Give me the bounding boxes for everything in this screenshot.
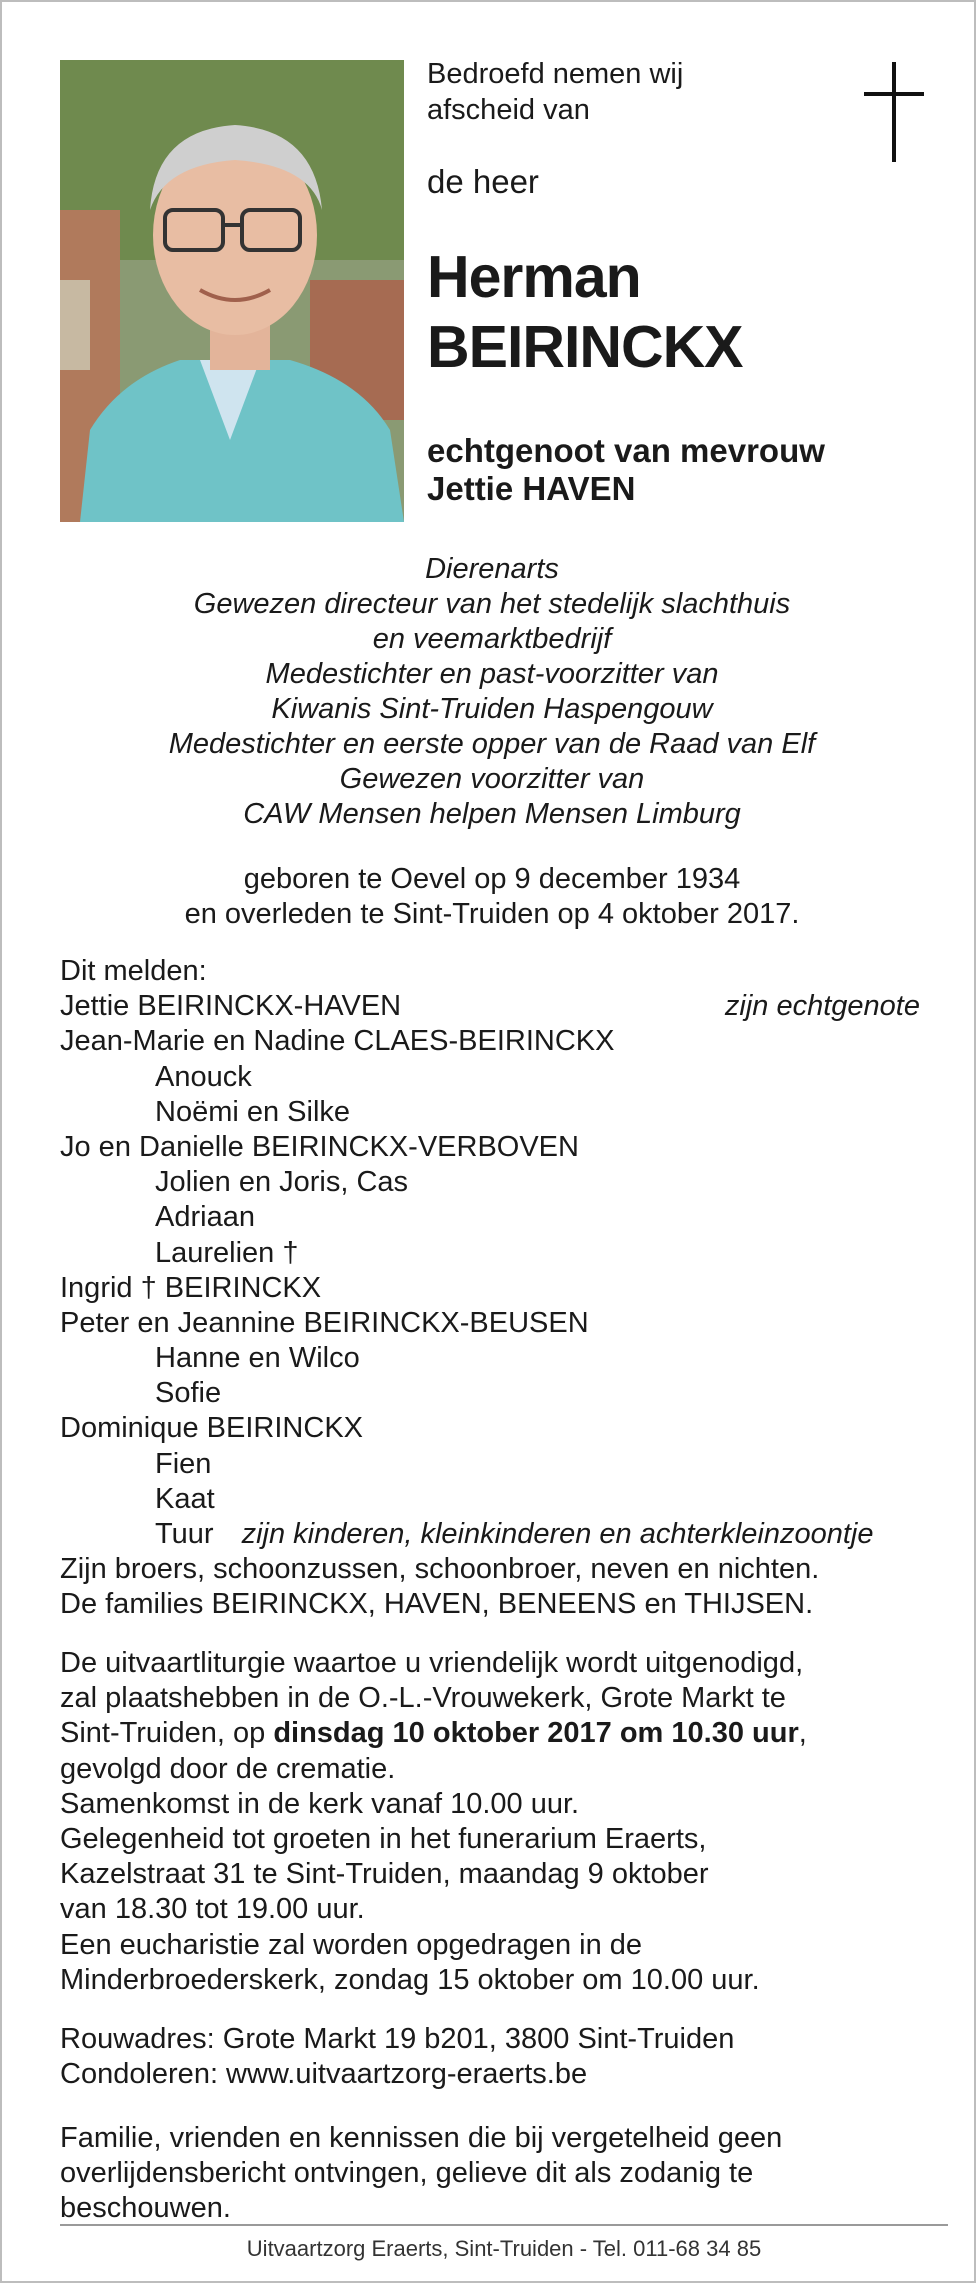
intro-line: afscheid van	[427, 94, 590, 126]
notice-line: Familie, vrienden en kennissen die bij vergetelheid geen	[60, 2122, 783, 2154]
family-row	[60, 1095, 920, 1130]
portrait-photo	[60, 60, 404, 522]
condolence-link[interactable]: Condoleren: www.uitvaartzorg-eraerts.be	[60, 2058, 588, 2091]
family-row	[60, 1200, 920, 1235]
life-dates	[42, 862, 942, 932]
spouse-name: Jettie BEIRINCKX-HAVEN	[60, 990, 402, 1023]
role-line: Kiwanis Sint-Truiden Haspengouw	[271, 693, 713, 725]
spouse-info	[427, 432, 825, 508]
role-line: Gewezen voorzitter van	[339, 763, 645, 795]
family-row	[60, 1552, 920, 1587]
funeral-line: De uitvaartliturgie waartoe u vriendelijk wordt uitgenodigd,	[60, 1647, 804, 1679]
spouse-line: Jettie HAVEN	[427, 470, 636, 507]
grandchild-name: Sofie	[155, 1377, 222, 1410]
death-line: en overleden te Sint-Truiden op 4 oktober 2017.	[184, 898, 800, 930]
family-list	[60, 954, 920, 1623]
deceased-name	[427, 242, 743, 382]
funeral-line: van 18.30 tot 19.00 uur.	[60, 1893, 365, 1926]
family-row	[60, 1482, 920, 1517]
child-name: Dominique BEIRINCKX	[60, 1412, 363, 1445]
siblings-line: Zijn broers, schoonzussen, schoonbroer, neven en nichten.	[60, 1553, 820, 1586]
funeral-line: Minderbroederskerk, zondag 15 oktober om 10.00 uur.	[60, 1963, 760, 1996]
families-line: De families BEIRINCKX, HAVEN, BENEENS en THIJSEN.	[60, 1588, 814, 1621]
role-line: Medestichter en past-voorzitter van	[265, 658, 719, 690]
funeral-line: Een eucharistie zal worden opgedragen in de	[60, 1928, 643, 1961]
grandchild-name: Noëmi en Silke	[155, 1095, 351, 1128]
family-row	[60, 1447, 920, 1482]
footer-divider	[60, 2224, 948, 2226]
family-row	[60, 1271, 920, 1306]
family-row	[60, 1306, 920, 1341]
grandchild-name: Anouck	[155, 1060, 252, 1093]
family-row	[60, 989, 920, 1024]
mourning-address: Rouwadres: Grote Markt 19 b201, 3800 Sint-Truiden	[60, 2023, 735, 2055]
role-line: Dierenarts	[425, 553, 559, 585]
funeral-line-text: ,	[798, 1717, 807, 1750]
child-name: Jo en Danielle BEIRINCKX-VERBOVEN	[60, 1130, 579, 1163]
funeral-line: Samenkomst in de kerk vanaf 10.00 uur.	[60, 1787, 580, 1820]
grandchild-name: Hanne en Wilco	[155, 1342, 360, 1375]
child-name: Jean-Marie en Nadine CLAES-BEIRINCKX	[60, 1025, 615, 1058]
family-intro-text: Dit melden:	[60, 955, 207, 987]
grandchild-name: Laurelien †	[155, 1236, 299, 1269]
grandchild-name: Jolien en Joris, Cas	[155, 1166, 409, 1199]
funeral-line: Kazelstraat 31 te Sint-Truiden, maandag 9 oktober	[60, 1858, 709, 1891]
family-row	[60, 1165, 920, 1200]
family-row	[60, 1024, 920, 1059]
role-line: CAW Mensen helpen Mensen Limburg	[243, 798, 741, 830]
role-line: Gewezen directeur van het stedelijk slachthuis	[193, 588, 791, 620]
grandchild-name: Adriaan	[155, 1201, 255, 1234]
spouse-line: echtgenoot van mevrouw	[427, 432, 825, 469]
children-role: zijn kinderen, kleinkinderen en achterkleinzoontje	[241, 1518, 874, 1550]
footer-text: Uitvaartzorg Eraerts, Sint-Truiden - Tel. 011-68 34 85	[246, 2236, 762, 2261]
family-row	[60, 1411, 920, 1446]
family-row	[60, 1587, 920, 1622]
contact-info	[60, 2022, 734, 2092]
notice-line: overlijdensbericht ontvingen, gelieve dit als zodanig te	[60, 2157, 754, 2190]
child-name: Ingrid † BEIRINCKX	[60, 1271, 322, 1304]
grandchild-name: Fien	[155, 1447, 212, 1480]
honorific: de heer	[427, 163, 539, 200]
funeral-line: Gelegenheid tot groeten in het funerarium Eraerts,	[60, 1823, 707, 1856]
intro-line: Bedroefd nemen wij	[427, 58, 684, 90]
roles-list	[42, 552, 942, 832]
last-name: BEIRINCKX	[427, 314, 743, 380]
role-line: en veemarktbedrijf	[372, 623, 612, 655]
spouse-role: zijn echtgenote	[724, 990, 920, 1023]
family-intro	[60, 954, 920, 989]
grandchild-name: Kaat	[155, 1482, 215, 1515]
family-row	[60, 1341, 920, 1376]
funeral-line	[60, 1716, 940, 1751]
family-row	[60, 1376, 920, 1411]
notice-text	[60, 2121, 940, 2227]
funeral-line: gevolgd door de crematie.	[60, 1752, 396, 1785]
family-row	[60, 1130, 920, 1165]
notice-line: beschouwen.	[60, 2192, 231, 2225]
funeral-line: zal plaatshebben in de O.-L.-Vrouwekerk, Grote Markt te	[60, 1682, 786, 1715]
role-line: Medestichter en eerste opper van de Raad van Elf	[168, 728, 816, 760]
intro-text	[427, 56, 683, 128]
family-row	[60, 1236, 920, 1271]
funeral-details	[60, 1646, 940, 1998]
family-row	[60, 1060, 920, 1095]
child-name: Peter en Jeannine BEIRINCKX-BEUSEN	[60, 1306, 589, 1339]
great-grandchild-name: Tuur	[155, 1518, 214, 1550]
funeral-line-text: Sint-Truiden, op	[60, 1717, 274, 1750]
family-row	[60, 1517, 920, 1552]
first-name: Herman	[427, 244, 641, 310]
latin-cross-icon	[864, 62, 924, 162]
birth-line: geboren te Oevel op 9 december 1934	[243, 863, 741, 895]
funeral-date-time: dinsdag 10 oktober 2017 om 10.30 uur	[273, 1717, 799, 1750]
